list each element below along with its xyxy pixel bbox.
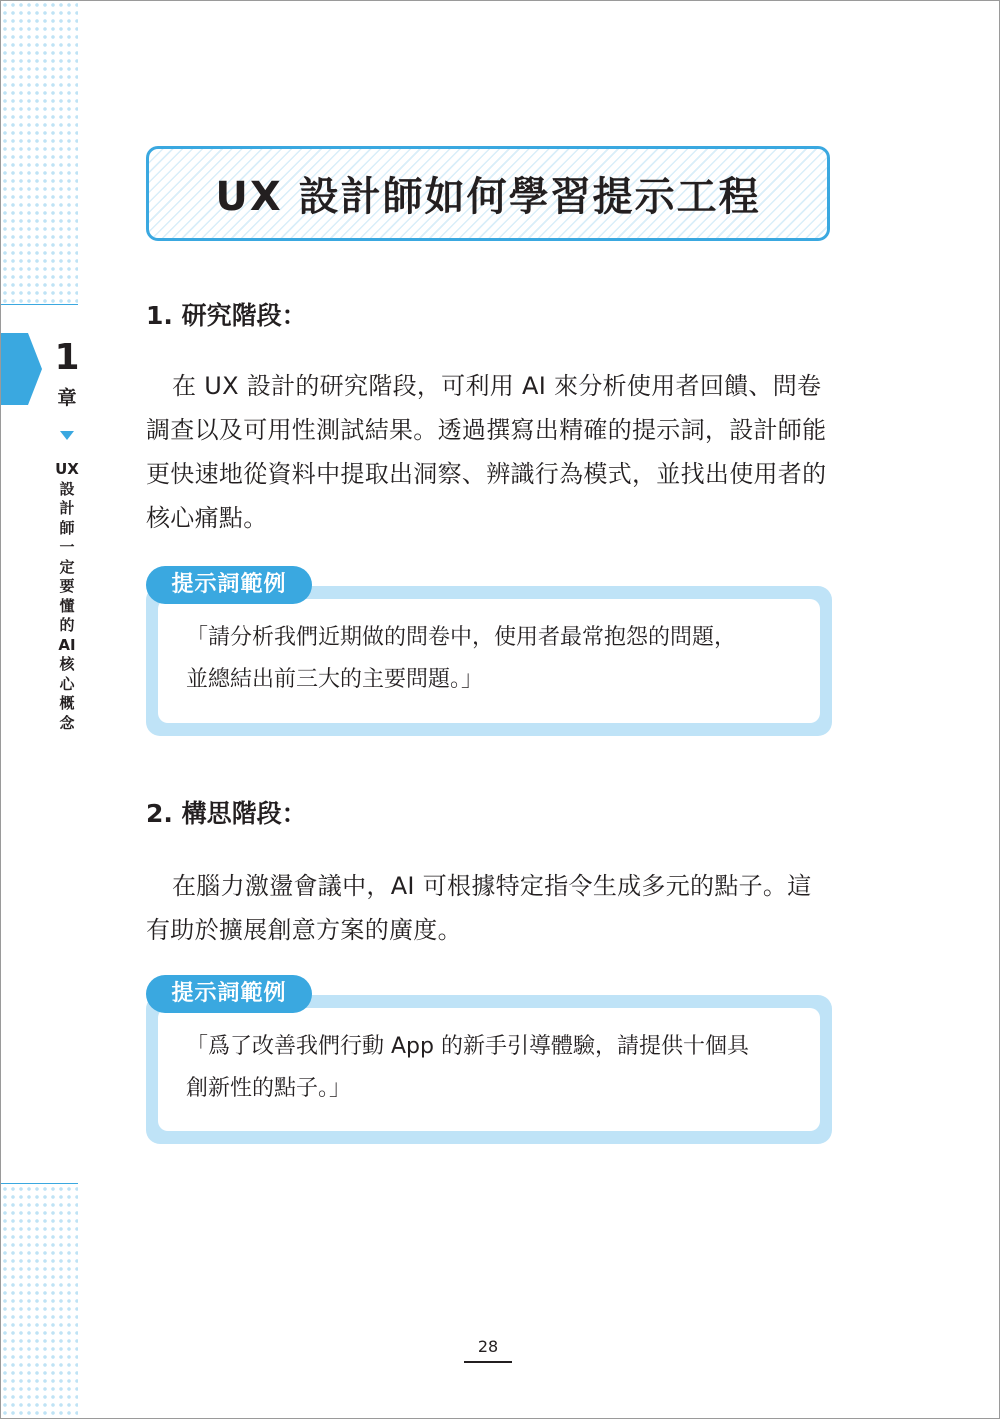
prompt-example-text <box>186 617 806 701</box>
chapter-number: 1 <box>54 337 80 378</box>
prompt-line: 「爲了改善我們行動 App 的新手引導體驗，請提供十個具 <box>186 1034 749 1059</box>
chapter-title-char: 懂 <box>59 596 75 615</box>
page-number: 28 <box>477 1337 499 1356</box>
section-heading-research: 1. 研究階段： <box>146 301 307 330</box>
chapter-title-char: 定 <box>59 557 75 576</box>
chapter-title-char: 一 <box>59 538 75 556</box>
prompt-example-tag: 提示詞範例 <box>146 975 312 1013</box>
prompt-line: 並總結出前三大的主要問題。」 <box>186 667 484 692</box>
chapter-title <box>52 460 82 733</box>
prompt-line: 「請分析我們近期做的問卷中，使用者最常抱怨的問題， <box>186 625 737 650</box>
prompt-example-text <box>186 1026 806 1110</box>
page-title-box <box>146 146 830 241</box>
chapter-title-char: 設 <box>59 479 75 498</box>
chapter-title-char: 念 <box>59 713 75 732</box>
prompt-example-inner <box>158 1008 820 1131</box>
chevron-down-icon <box>60 431 74 441</box>
page-number-underline <box>464 1361 512 1363</box>
chapter-title-char: 心 <box>59 674 75 693</box>
prompt-example-inner <box>158 599 820 723</box>
chapter-title-char: 的 <box>59 616 75 634</box>
prompt-example-tag: 提示詞範例 <box>146 566 312 604</box>
chapter-title-char: 要 <box>59 577 75 595</box>
section-paragraph-ideation: 在腦力激盪會議中，AI 可根據特定指令生成多元的點子。這有助於擴展創意方案的廣度。 <box>146 872 812 944</box>
chapter-title-char: 師 <box>59 518 75 537</box>
page-title: UX 設計師如何學習提示工程 <box>215 174 761 220</box>
chapter-title-char: UX <box>55 460 79 478</box>
section-heading-ideation: 2. 構思階段： <box>146 799 307 828</box>
chapter-title-char: 核 <box>59 655 75 673</box>
prompt-line: 創新性的點子。」 <box>186 1076 352 1101</box>
prompt-example-box <box>146 995 832 1144</box>
chapter-tab-marker <box>0 333 42 405</box>
section-paragraph-research: 在 UX 設計的研究階段，可利用 AI 來分析使用者回饋、問卷調查以及可用性測試結果。透過撰寫出精確的提示詞，設計師能更快速地從資料中提取出洞察、辨識行為模式，並找出使用者的核心痛點。 <box>146 372 827 532</box>
chapter-title-char: 概 <box>59 694 75 712</box>
chapter-title-char: AI <box>58 635 76 654</box>
chapter-label: 章 <box>57 387 77 409</box>
chapter-title-char: 計 <box>59 499 75 517</box>
prompt-example-box <box>146 586 832 736</box>
